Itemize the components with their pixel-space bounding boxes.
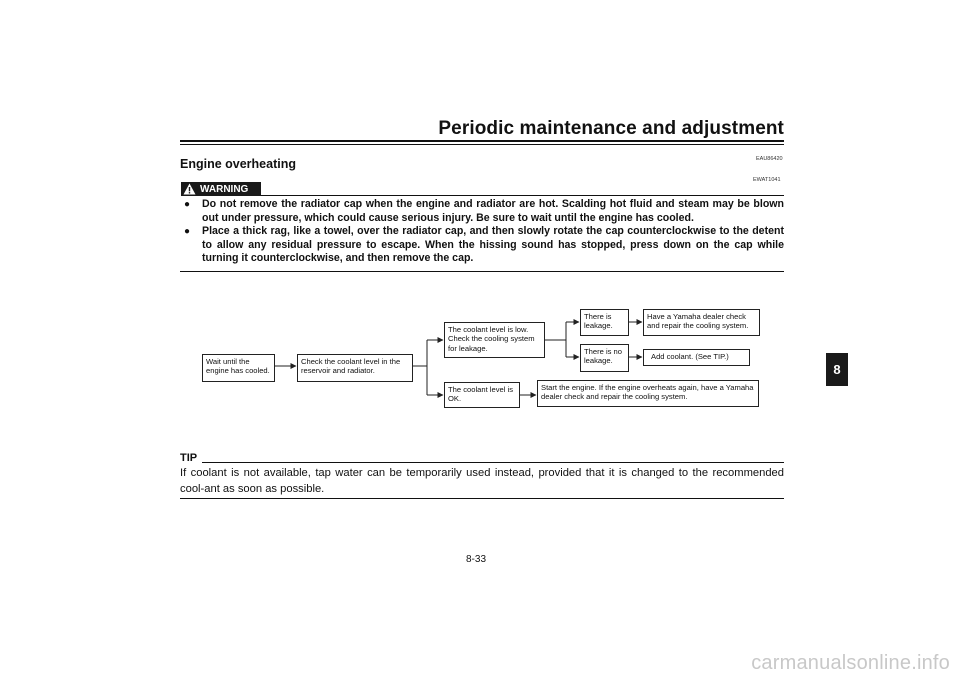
flow-box-noleak: There is no leakage. <box>580 344 629 372</box>
page-number: 8-33 <box>466 554 487 565</box>
flow-box-start: Start the engine. If the engine overheats again, have a Yamaha dealer check and repair the cooling system. <box>537 380 759 407</box>
watermark: carmanualsonline.info <box>751 652 950 674</box>
warning-item-text: Do not remove the radiator cap when the engine and radiator are hot. Scalding hot fluid and steam may be blown out under pressure, which could cause serious injury. Be sure to wait until the engine has cooled. <box>202 198 784 224</box>
flow-box-check: Check the coolant level in the reservoir and radiator. <box>297 354 413 382</box>
flow-box-leak: There is leakage. <box>580 309 629 336</box>
chapter-tab: 8 <box>826 353 848 386</box>
bullet-icon: ● <box>184 199 191 210</box>
flow-box-ok: The coolant level is OK. <box>444 382 520 408</box>
flow-box-add: Add coolant. (See TIP.) <box>643 349 750 366</box>
bullet-icon: ● <box>184 226 191 237</box>
section-code: EAU86420 <box>756 156 783 162</box>
tip-bottom-rule <box>180 498 784 499</box>
warning-code: EWAT1041 <box>753 177 781 183</box>
tip-label: TIP <box>180 452 198 464</box>
section-title: Engine overheating <box>180 157 296 171</box>
warning-item-text: Place a thick rag, like a towel, over the radiator cap, and then slowly rotate the cap counterclockwise to the detent to allow any residual pressure to escape. When the hissing sound has stopped, press down on the cap while turning it counterclockwise, and then remove the cap. <box>202 225 784 264</box>
flow-box-low: The coolant level is low. Check the cooling system for leakage. <box>444 322 545 358</box>
tip-text: If coolant is not available, tap water can be temporarily used instead, provided that it is changed to the recommended cool-ant as soon as possible. <box>180 467 784 495</box>
tip-rule <box>202 462 784 463</box>
page-header-title: Periodic maintenance and adjustment <box>438 118 784 139</box>
flow-box-wait: Wait until the engine has cooled. <box>202 354 275 382</box>
flow-box-dealer: Have a Yamaha dealer check and repair the cooling system. <box>643 309 760 336</box>
warning-label: WARNING <box>200 183 249 195</box>
